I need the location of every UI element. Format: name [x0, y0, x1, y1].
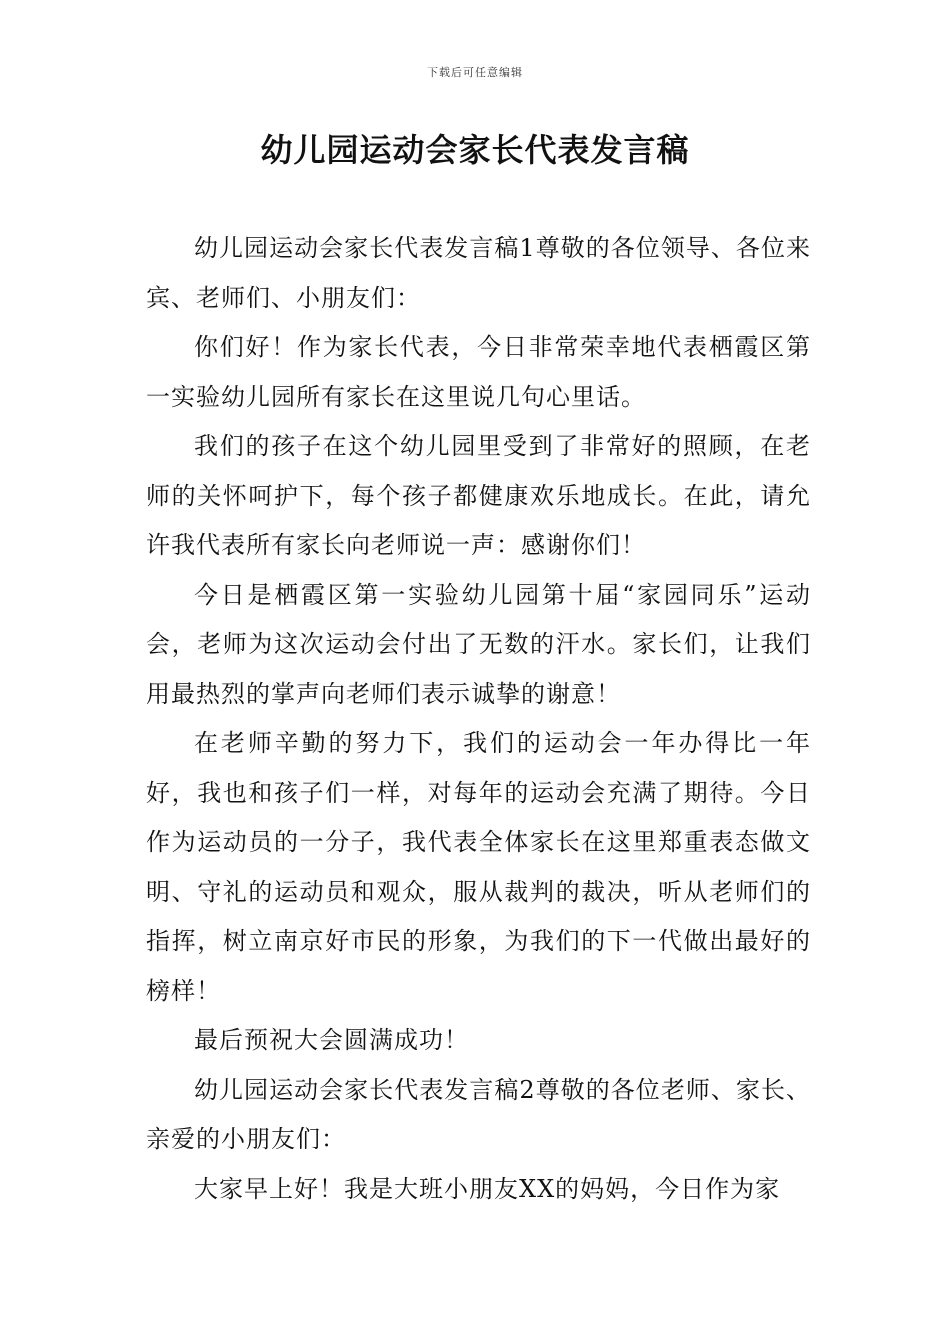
document-title: 幼儿园运动会家长代表发言稿: [260, 131, 690, 169]
paragraph: 我们的孩子在这个幼儿园里受到了非常好的照顾，在老师的关怀呵护下，每个孩子都健康欢乐地成长。在此，请允许我代表所有家长向老师说一声：感谢你们！: [146, 432, 811, 559]
paragraph: 今日是栖霞区第一实验幼儿园第十届“家园同乐”运动会，老师为这次运动会付出了无数的汗水。家长们，让我们用最热烈的掌声向老师们表示诚挚的谢意！: [146, 580, 811, 708]
paragraph: 在老师辛勤的努力下，我们的运动会一年办得比一年好，我也和孩子们一样，对每年的运动会充满了期待。今日作为运动员的一分子，我代表全体家长在这里郑重表态做文明、守礼的运动员和观众，服从裁判的裁决，听从老师们的指挥，树立南京好市民的形象，为我们的下一代做出最好的榜样！: [146, 729, 811, 1005]
paragraph: 最后预祝大会圆满成功！: [194, 1026, 469, 1054]
document-body: [146, 224, 811, 1214]
paragraph: 大家早上好！我是大班小朋友XX的妈妈，今日作为家: [194, 1174, 781, 1203]
paragraph: 幼儿园运动会家长代表发言稿2尊敬的各位老师、家长、亲爱的小朋友们：: [146, 1075, 811, 1153]
paragraph: 你们好！作为家长代表，今日非常荣幸地代表栖霞区第一实验幼儿园所有家长在这里说几句心里话。: [146, 333, 811, 411]
paragraph: 幼儿园运动会家长代表发言稿1尊敬的各位领导、各位来宾、老师们、小朋友们：: [146, 234, 811, 312]
header-note: 下载后可任意编辑: [427, 66, 523, 79]
